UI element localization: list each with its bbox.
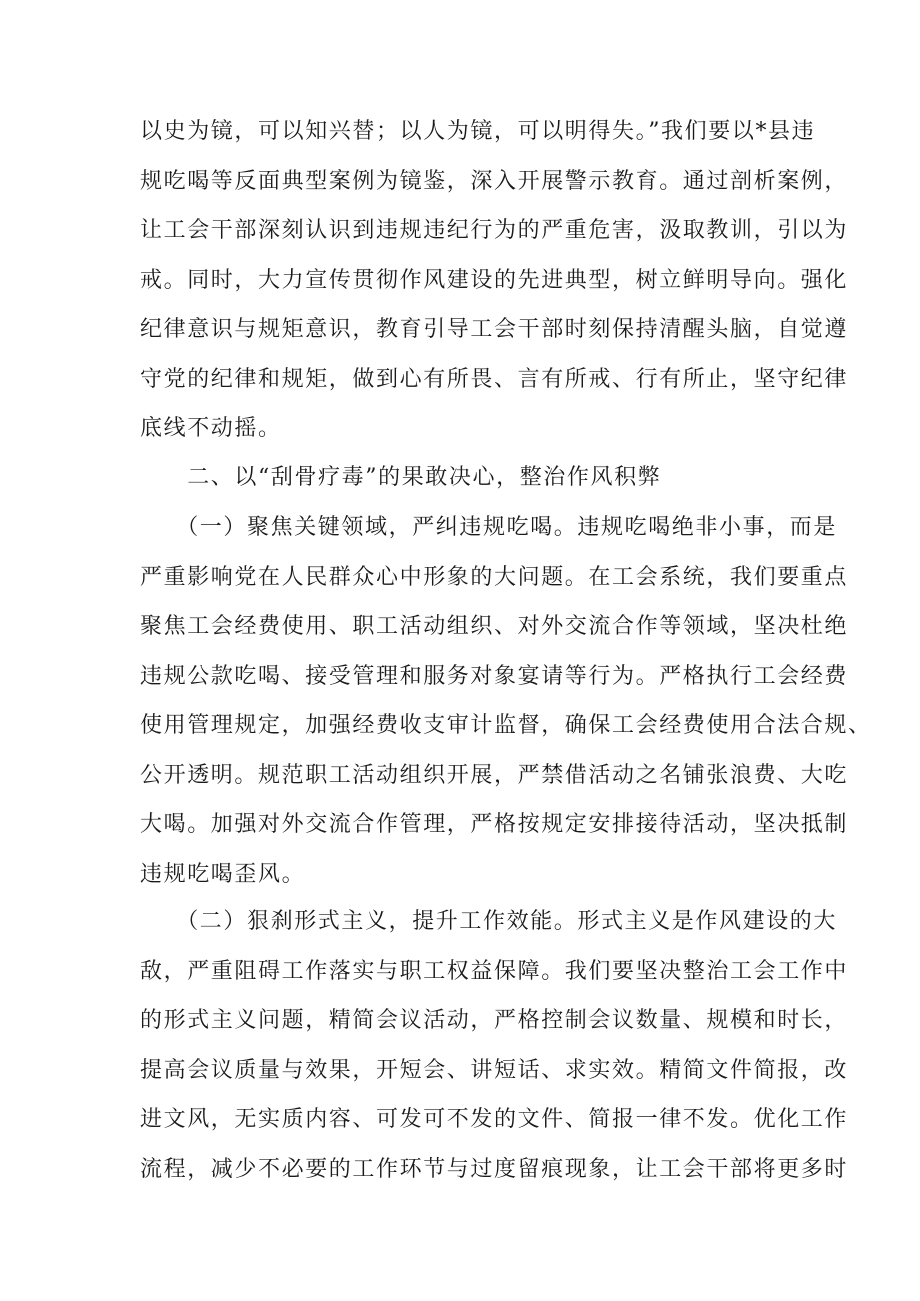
text-line: 戒。同时，大力宣传贯彻作风建设的先进典型，树立鲜明导向。强化 bbox=[140, 267, 849, 293]
text-line: 的形式主义问题，精简会议活动，严格控制会议数量、规模和时长， bbox=[140, 1008, 849, 1033]
text-line: 流程，减少不必要的工作环节与过度留痕现象，让工会干部将更多时 bbox=[140, 1156, 849, 1182]
text-line: 公开透明。规范职工活动组织开展，严禁借活动之名铺张浪费、大吃 bbox=[140, 762, 849, 788]
text-line: 违规公款吃喝、接受管理和服务对象宴请等行为。严格执行工会经费 bbox=[140, 663, 849, 689]
section-heading-two bbox=[140, 460, 784, 510]
text-line: 聚焦工会经费使用、职工活动组织、对外交流合作等领域，坚决杜绝 bbox=[140, 614, 849, 639]
text-line: 底线不动摇。 bbox=[140, 416, 282, 441]
paragraph-history-mirror bbox=[140, 114, 849, 461]
text-line: 违规吃喝歪风。 bbox=[140, 861, 306, 887]
text-line: 进文风，无实质内容、可发可不发的文件、简报一律不发。优化工作 bbox=[140, 1107, 849, 1132]
text-line: 敌，严重阻碍工作落实与职工权益保障。我们要坚决整治工会工作中 bbox=[140, 958, 849, 984]
text-line: （二）狠刹形式主义，提升工作效能。形式主义是作风建设的大 bbox=[140, 909, 838, 934]
text-line: 提高会议质量与效果，开短会、讲短话、求实效。精简文件简报，改 bbox=[140, 1057, 849, 1083]
paragraph-formalism bbox=[140, 904, 849, 1201]
text-line: 严重影响党在人民群众心中形象的大问题。在工会系统，我们要重点 bbox=[140, 564, 849, 590]
paragraph-illegal-dining bbox=[140, 510, 872, 906]
text-line: 使用管理规定，加强经费收支审计监督，确保工会经费使用合法合规、 bbox=[140, 713, 872, 738]
text-line: 让工会干部深刻认识到违规违纪行为的严重危害，汲取教训，引以为 bbox=[140, 218, 849, 243]
text-line: 以史为镜，可以知兴替；以人为镜，可以明得失。”我们要以*县违 bbox=[140, 119, 816, 144]
text-line: 规吃喝等反面典型案例为镜鉴，深入开展警示教育。通过剖析案例， bbox=[140, 168, 849, 194]
text-line: 守党的纪律和规矩，做到心有所畏、言有所戒、行有所止，坚守纪律 bbox=[140, 366, 849, 392]
heading-line: 二、以“刮骨疗毒”的果敢决心，整治作风积弊 bbox=[140, 465, 662, 490]
text-line: 大喝。加强对外交流合作管理，严格按规定安排接待活动，坚决抵制 bbox=[140, 812, 849, 837]
text-line: （一）聚焦关键领域，严纠违规吃喝。违规吃喝绝非小事，而是 bbox=[140, 515, 838, 540]
text-line: 纪律意识与规矩意识，教育引导工会干部时刻保持清醒头脑，自觉遵 bbox=[140, 317, 849, 342]
